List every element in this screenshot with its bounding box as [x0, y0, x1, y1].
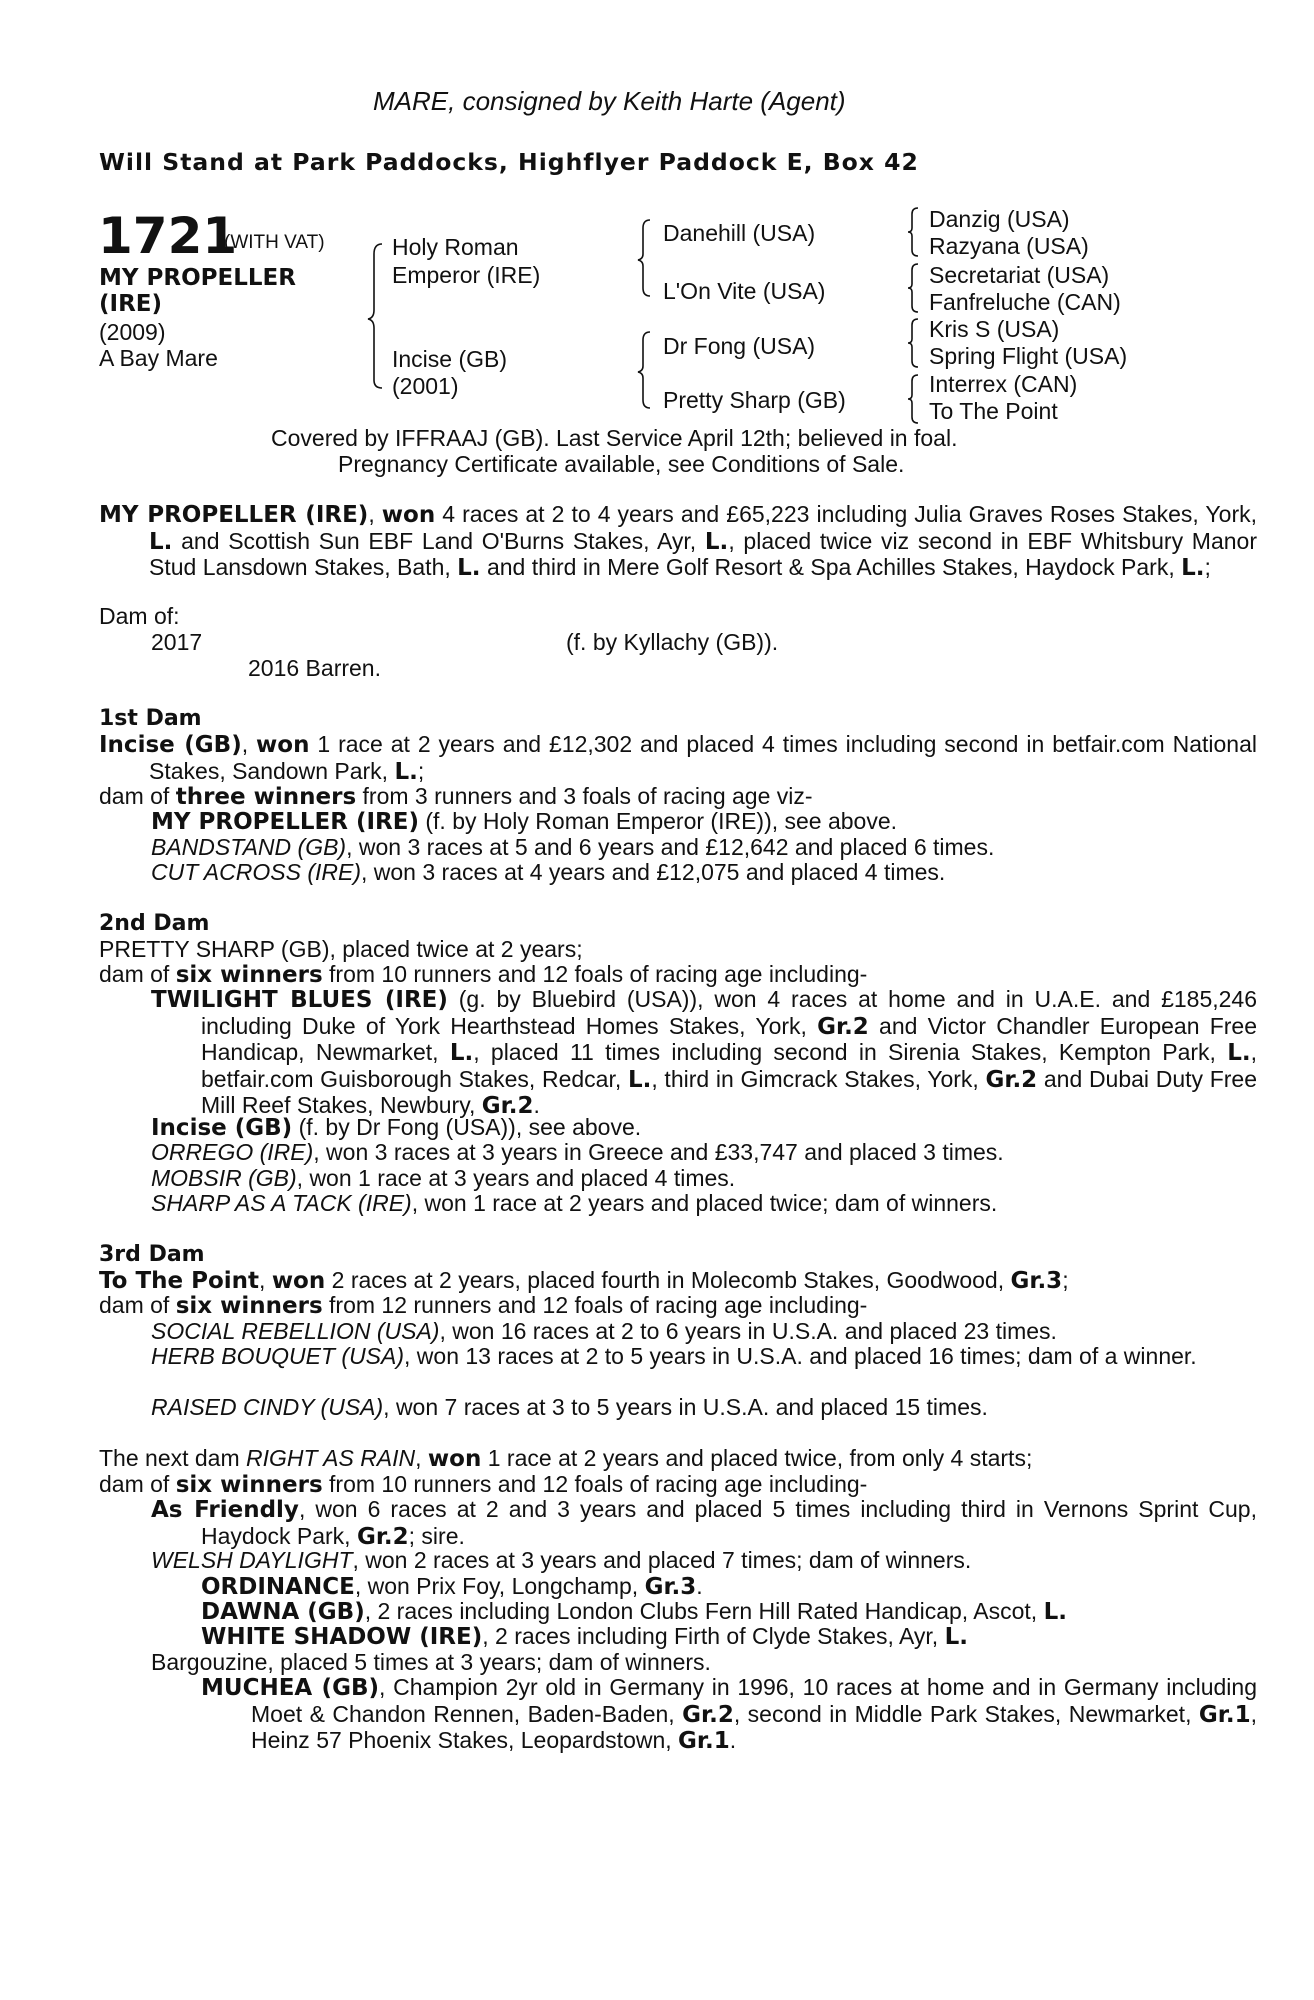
sire: Holy Roman	[392, 234, 519, 260]
sire-dam: L'On Vite (USA)	[663, 278, 826, 304]
ss-sire: Danzig (USA)	[929, 206, 1070, 232]
consignor-title: MARE, consigned by Keith Harte (Agent)	[373, 86, 846, 116]
third-dam-record: To The Point, won 2 races at 2 years, placed fourth in Molecomb Stakes, Goodwood, Gr.3;	[99, 1267, 1069, 1294]
produce-year: 2017	[151, 629, 203, 655]
list-item: DAWNA (GB), 2 races including London Clubs Fern Hill Rated Handicap, Ascot, L.	[201, 1598, 1067, 1625]
horse-name-record: MY PROPELLER (IRE)	[99, 502, 369, 528]
lot-number: 1721	[98, 207, 238, 265]
sd-dam: Fanfreluche (CAN)	[929, 289, 1121, 315]
first-dam-heading: 1st Dam	[99, 706, 202, 731]
second-dam-heading: 2nd Dam	[99, 911, 210, 936]
list-item: RAISED CINDY (USA), won 7 races at 3 to 5 years in U.S.A. and placed 15 times.	[151, 1394, 988, 1420]
list-item: CUT ACROSS (IRE), won 3 races at 4 years and £12,075 and placed 4 times.	[151, 859, 946, 885]
sd-sire: Secretariat (USA)	[929, 262, 1110, 288]
list-item: SOCIAL REBELLION (USA), won 16 races at 2 to 6 years in U.S.A. and placed 23 times.	[151, 1318, 1057, 1344]
first-dam-record: Incise (GB), won 1 race at 2 years and £12,302 and placed 4 times including second in betfair.com National Stakes, Sandown Park, L.;	[99, 731, 1258, 785]
race-record: MY PROPELLER (IRE), won 4 races at 2 to 4 years and £65,223 including Julia Graves Roses Stakes, York, L. and Scottish Sun EBF Land O'Burns Stakes, Ayr, L., placed twice viz second in EBF Whitsbury Manor Stud Lansdown Stakes, Bath, L. and third in Mere Golf Resort & Spa Achilles Stakes, Haydock Park, L.;	[99, 501, 1257, 581]
horse-description: A Bay Mare	[99, 345, 218, 371]
ds-sire: Kris S (USA)	[929, 316, 1060, 342]
list-item: BANDSTAND (GB), won 3 races at 5 and 6 years and £12,642 and placed 6 times.	[151, 834, 995, 860]
list-item: WHITE SHADOW (IRE), 2 races including Firth of Clyde Stakes, Ayr, L.	[201, 1623, 968, 1650]
dam: Incise (GB)	[392, 346, 508, 372]
pedigree-bracket	[908, 206, 924, 258]
pedigree-bracket	[368, 242, 388, 392]
vat-label: (WITH VAT)	[224, 232, 325, 253]
dam-of-label: Dam of:	[99, 603, 180, 629]
list-item: HERB BOUQUET (USA), won 13 races at 2 to 5 years in U.S.A. and placed 16 times; dam of a winner.	[151, 1343, 1197, 1369]
horse-suffix: (IRE)	[99, 291, 163, 317]
list-item: MY PROPELLER (IRE) (f. by Holy Roman Emperor (IRE)), see above.	[151, 808, 898, 835]
list-item: WELSH DAYLIGHT, won 2 races at 3 years and placed 7 times; dam of winners.	[151, 1547, 972, 1573]
pedigree-bracket	[638, 330, 658, 412]
list-item: Bargouzine, placed 5 times at 3 years; dam of winners.	[151, 1649, 711, 1675]
dd-sire: Interrex (CAN)	[929, 371, 1078, 397]
list-item: SHARP AS A TACK (IRE), won 1 race at 2 years and placed twice; dam of winners.	[151, 1190, 998, 1216]
pedigree-bracket	[638, 218, 658, 300]
dd-dam: To The Point	[929, 398, 1058, 424]
dam-sire: Dr Fong (USA)	[663, 333, 816, 359]
second-dam-record: PRETTY SHARP (GB), placed twice at 2 years;	[99, 936, 583, 962]
stand-location: Will Stand at Park Paddocks, Highflyer Paddock E, Box 42	[99, 148, 919, 176]
list-item: MOBSIR (GB), won 1 race at 3 years and placed 4 times.	[151, 1165, 736, 1191]
sire-sire: Danehill (USA)	[663, 220, 816, 246]
dam-dam: Pretty Sharp (GB)	[663, 387, 846, 413]
next-dam-record: The next dam RIGHT AS RAIN, won 1 race at 2 years and placed twice, from only 4 starts;	[99, 1445, 1033, 1472]
pedigree-bracket	[908, 373, 924, 425]
third-dam-produce: dam of six winners from 12 runners and 12 foals of racing age including-	[99, 1292, 868, 1319]
produce-detail: (f. by Kyllachy (GB)).	[566, 629, 779, 655]
horse-name: MY PROPELLER	[99, 265, 296, 291]
third-dam-heading: 3rd Dam	[99, 1242, 205, 1267]
second-dam-produce: dam of six winners from 10 runners and 12 foals of racing age including-	[99, 961, 868, 988]
list-item: As Friendly, won 6 races at 2 and 3 years and placed 5 times including third in Vernons Sprint Cup, Haydock Park, Gr.2; sire.	[151, 1496, 1257, 1550]
list-item: Incise (GB) (f. by Dr Fong (USA)), see above.	[151, 1114, 642, 1141]
ss-dam: Razyana (USA)	[929, 233, 1089, 259]
list-item: ORREGO (IRE), won 3 races at 3 years in Greece and £33,747 and placed 3 times.	[151, 1139, 1004, 1165]
pregnancy-info: Pregnancy Certificate available, see Conditions of Sale.	[338, 451, 905, 477]
cover-info: Covered by IFFRAAJ (GB). Last Service April 12th; believed in foal.	[271, 425, 958, 451]
pedigree-bracket	[908, 262, 924, 314]
next-dam-produce: dam of six winners from 10 runners and 12 foals of racing age including-	[99, 1471, 868, 1498]
list-item: TWILIGHT BLUES (IRE) (g. by Bluebird (USA)), won 4 races at home and in U.A.E. and £185,246 including Duke of York Hearthstead Homes Stakes, York, Gr.2 and Victor Chandler European Free Handicap, Newmarket, L., placed 11 times including second in Sirenia Stakes, Kempton Park, L., betfair.com Guisborough Stakes, Redcar, L., third in Gimcrack Stakes, York, Gr.2 and Dubai Duty Free Mill Reef Stakes, Newbury, Gr.2.	[151, 986, 1258, 1119]
list-item: MUCHEA (GB), Champion 2yr old in Germany in 1996, 10 races at home and in Germany including Moet & Chandon Rennen, Baden-Baden, Gr.2, second in Middle Park Stakes, Newmarket, Gr.1, Heinz 57 Phoenix Stakes, Leopardstown, Gr.1.	[201, 1674, 1257, 1754]
list-item: ORDINANCE, won Prix Foy, Longchamp, Gr.3.	[201, 1573, 703, 1600]
dam-year: (2001)	[392, 373, 459, 399]
ds-dam: Spring Flight (USA)	[929, 343, 1128, 369]
foaling-year: (2009)	[99, 319, 166, 345]
pedigree-bracket	[908, 317, 924, 369]
sire-cont: Emperor (IRE)	[392, 262, 541, 288]
first-dam-produce: dam of three winners from 3 runners and 3 foals of racing age viz-	[99, 783, 813, 810]
barren-note: 2016 Barren.	[248, 655, 381, 681]
